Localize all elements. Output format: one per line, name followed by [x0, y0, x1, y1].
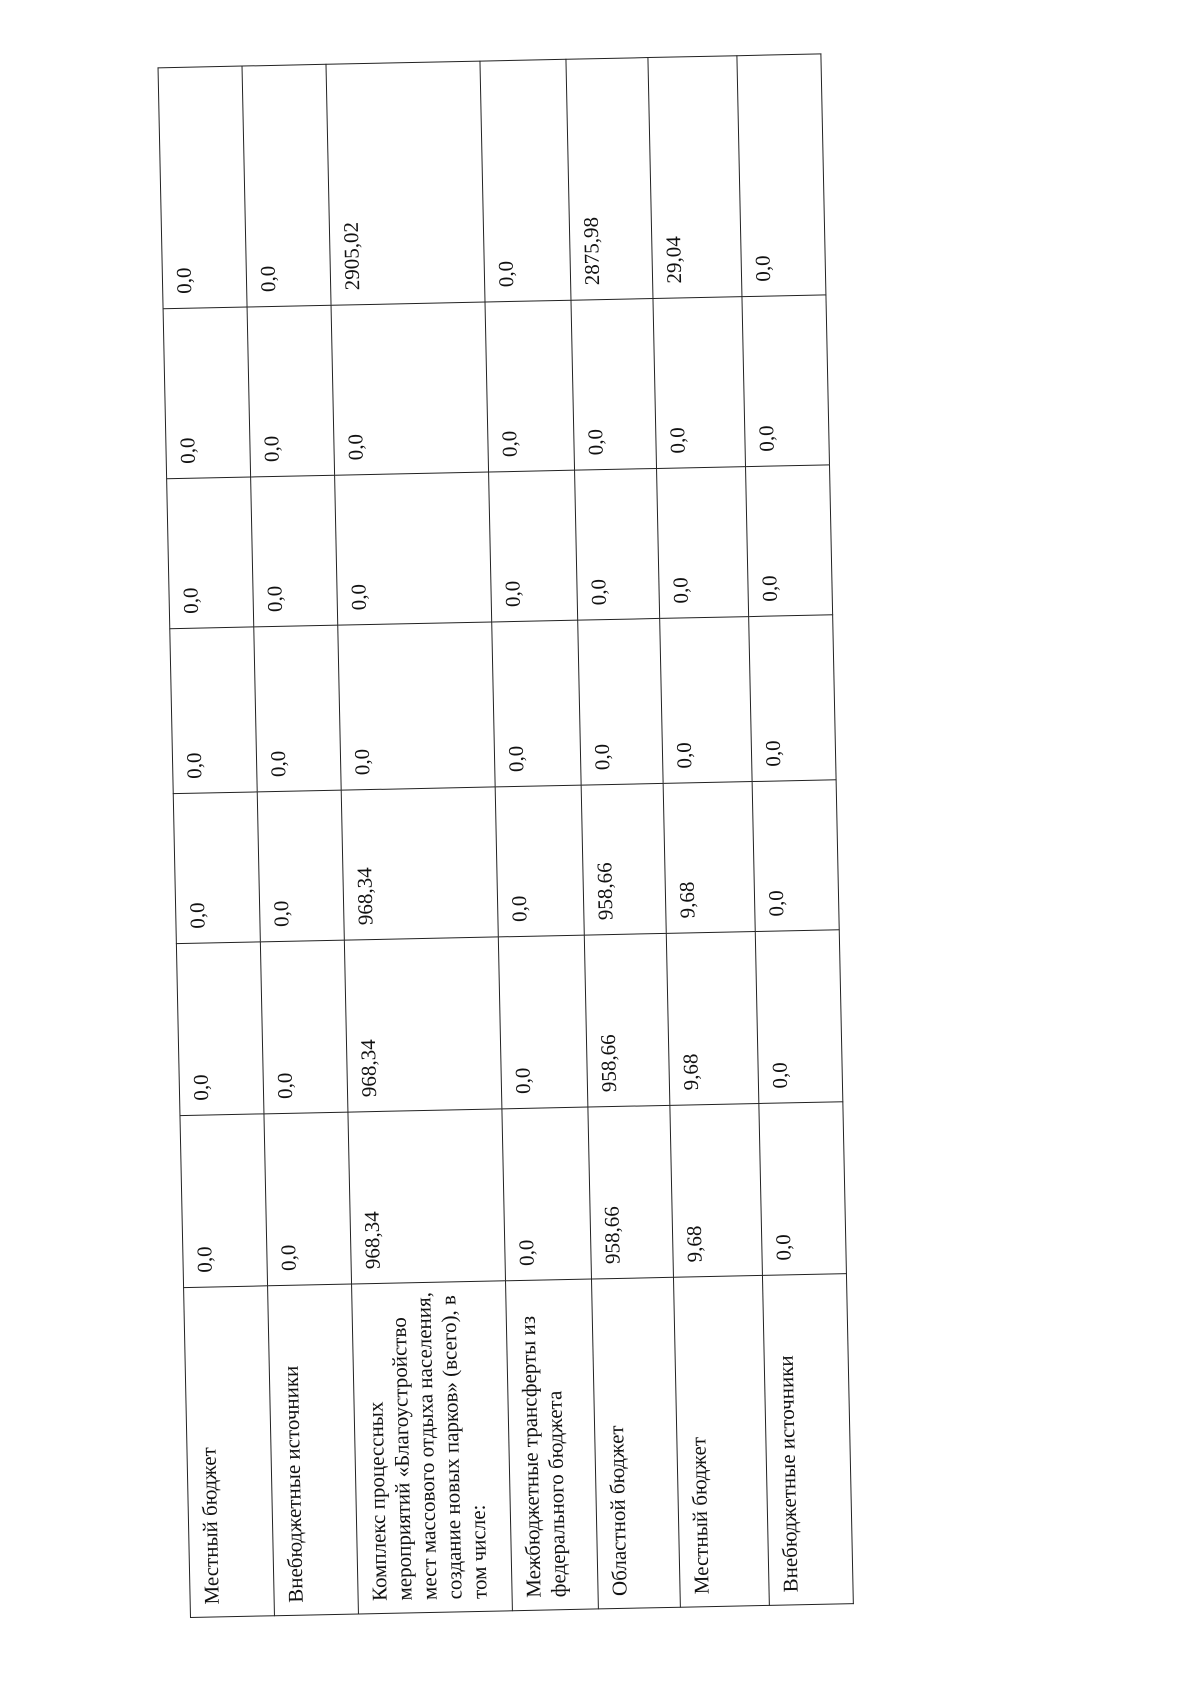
cell-total: 2875,98: [566, 58, 653, 301]
cell-value: 0,0: [485, 300, 575, 472]
cell-value: 0,0: [167, 477, 254, 629]
cell-value: 968,34: [341, 787, 498, 940]
cell-value: 0,0: [335, 472, 492, 625]
row-label: Комплекс процессных мероприятий «Благоустройство мест массового отдыха населения, создание новых парков» (всего), в том числе:: [352, 1281, 513, 1614]
cell-value: 968,34: [348, 1109, 506, 1284]
cell-value: 0,0: [575, 468, 660, 620]
cell-value: 0,0: [495, 785, 584, 937]
cell-value: 0,0: [170, 627, 257, 794]
cell-value: 0,0: [492, 620, 581, 787]
row-label: Внебюджетные источники: [762, 1274, 853, 1606]
cell-total: 2905,02: [326, 61, 485, 305]
cell-value: 0,0: [657, 467, 749, 619]
cell-value: 0,0: [742, 295, 830, 467]
cell-value: 0,0: [180, 1114, 268, 1288]
cell-value: 0,0: [759, 1102, 847, 1276]
row-label: Местный бюджет: [673, 1275, 769, 1607]
cell-total: 0,0: [242, 64, 331, 307]
cell-value: 0,0: [752, 780, 839, 932]
cell-value: 0,0: [571, 299, 657, 471]
cell-value: 958,66: [581, 783, 666, 935]
cell-value: 0,0: [653, 297, 746, 469]
row-label: Местный бюджет: [184, 1286, 275, 1618]
cell-value: 968,34: [344, 937, 502, 1112]
cell-value: 0,0: [338, 622, 495, 790]
cell-value: 0,0: [749, 615, 836, 782]
cell-value: 958,66: [588, 1105, 674, 1279]
row-label: Межбюджетные трансферты из федерального бюджета: [506, 1279, 599, 1611]
cell-value: 0,0: [498, 935, 588, 1109]
cell-value: 9,68: [666, 932, 759, 1106]
cell-value: 0,0: [257, 790, 344, 942]
cell-value: 958,66: [584, 933, 670, 1107]
cell-total: 0,0: [480, 59, 571, 302]
cell-value: 0,0: [746, 465, 833, 617]
cell-value: 0,0: [251, 475, 338, 627]
cell-value: 0,0: [578, 618, 663, 785]
cell-value: 9,68: [663, 782, 755, 934]
cell-value: 0,0: [489, 470, 578, 622]
cell-value: 0,0: [660, 617, 752, 784]
cell-value: 0,0: [331, 302, 489, 475]
row-label: Внебюджетные источники: [268, 1284, 359, 1616]
cell-value: 0,0: [173, 792, 260, 944]
rotated-page-content: [158, 56, 803, 1618]
cell-value: 0,0: [502, 1107, 592, 1281]
cell-value: 0,0: [260, 940, 348, 1114]
cell-value: 0,0: [264, 1112, 352, 1286]
cell-total: 0,0: [158, 66, 247, 309]
cell-value: 0,0: [254, 625, 341, 792]
row-label: Областной бюджет: [591, 1277, 680, 1609]
cell-total: 29,04: [648, 56, 742, 299]
cell-value: 0,0: [247, 305, 335, 477]
cell-value: 9,68: [670, 1103, 763, 1277]
cell-total: 0,0: [737, 54, 826, 297]
cell-value: 0,0: [755, 930, 843, 1104]
cell-value: 0,0: [176, 942, 264, 1116]
cell-value: 0,0: [163, 307, 251, 479]
funding-table: [158, 53, 854, 1618]
